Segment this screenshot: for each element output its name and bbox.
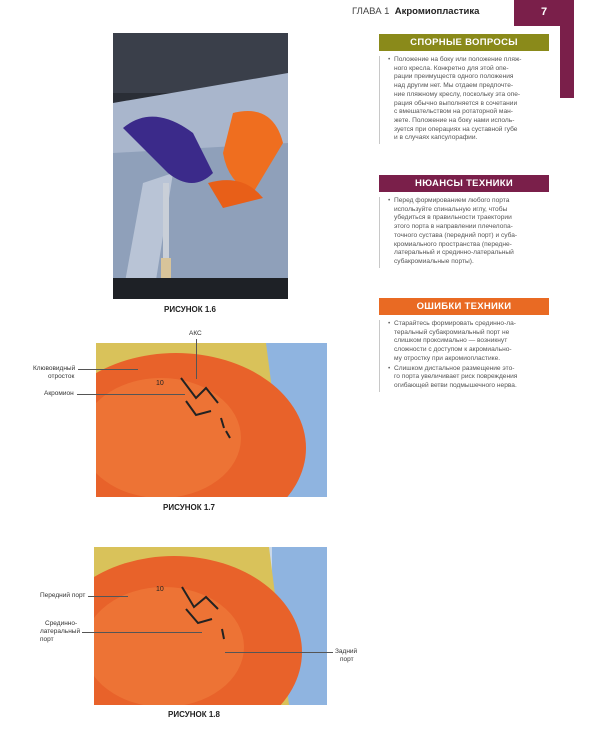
figure-1-8-caption: РИСУНОК 1.8 bbox=[168, 710, 220, 719]
text-line: ние пляжному креслу, поскольку эта опе- bbox=[394, 90, 521, 98]
leader-aks bbox=[196, 339, 197, 379]
label-posterior-line2: порт bbox=[340, 656, 354, 663]
figure-1-7-caption: РИСУНОК 1.7 bbox=[163, 503, 215, 512]
text-line: сложности с доступом к акромиально- bbox=[394, 346, 512, 354]
page-edge-strip bbox=[560, 26, 574, 98]
svg-text:10: 10 bbox=[156, 586, 164, 593]
svg-text:10: 10 bbox=[156, 380, 164, 387]
figure-1-7-photo bbox=[96, 343, 327, 497]
text-line: Старайтесь формировать срединно-ла- bbox=[394, 320, 516, 327]
label-midlateral-line2: латеральный bbox=[40, 628, 81, 635]
label-aks: АКС bbox=[189, 330, 202, 337]
leader-midlateral-port bbox=[82, 632, 202, 633]
text-line: убедиться в правильности траектории bbox=[394, 214, 512, 222]
text-line: латеральный и срединно-латеральный bbox=[394, 249, 514, 257]
figure-1-6-photo bbox=[113, 33, 288, 299]
leader-anterior-port bbox=[88, 596, 128, 597]
running-header bbox=[352, 6, 479, 17]
text-line: го порта увеличивает риск повреждения bbox=[394, 373, 518, 381]
text-line: над другим нет. Мы отдаем предпочте- bbox=[394, 82, 514, 90]
text-line: Положение на боку или положение пляж- bbox=[394, 56, 522, 63]
text-line: теральный субакромиальный порт не bbox=[394, 328, 510, 336]
figure-1-8-photo bbox=[94, 547, 327, 705]
leader-posterior-port bbox=[225, 652, 333, 653]
label-coracoid-line2: отросток bbox=[48, 373, 75, 380]
text-line: этого порта в направлении плечелопа- bbox=[394, 223, 513, 231]
text-line: жете. Положение на боку нами исполь- bbox=[394, 116, 515, 124]
label-midlateral-line3: порт bbox=[40, 636, 54, 643]
text-line: субакромиальные порты). bbox=[394, 257, 474, 265]
controversies-item bbox=[388, 56, 549, 143]
text-line: точного сустава (передний порт) и суба- bbox=[394, 231, 518, 239]
text-line: му отростку при акромиопластике. bbox=[394, 354, 501, 362]
text-line: Слишком дистальное размещение это- bbox=[394, 364, 515, 372]
label-midlateral-line1: Срединно- bbox=[45, 620, 78, 627]
technique-errors-item-2 bbox=[388, 365, 549, 391]
controversies-box bbox=[379, 56, 549, 144]
text-line: ного кресла. Конкретно для этой опе- bbox=[394, 64, 509, 72]
text-line: огибающей ветви подмышечного нерва. bbox=[394, 381, 517, 389]
label-posterior-line1: Задний bbox=[335, 648, 358, 655]
label-anterior-port: Передний порт bbox=[40, 592, 86, 599]
text-line: с вмешательством на ротаторной ман- bbox=[394, 108, 513, 116]
text-line: зуется при операциях на суставной губе bbox=[394, 125, 518, 133]
label-acromion: Акромион bbox=[44, 390, 74, 397]
technique-nuances-box bbox=[379, 197, 549, 268]
text-line: и в случаях капсулорафии. bbox=[394, 134, 478, 142]
technique-nuances-item bbox=[388, 197, 549, 267]
technique-errors-box bbox=[379, 320, 549, 392]
technique-nuances-heading: НЮАНСЫ ТЕХНИКИ bbox=[379, 175, 549, 192]
leader-coracoid bbox=[78, 369, 138, 370]
technique-errors-heading: ОШИБКИ ТЕХНИКИ bbox=[379, 298, 549, 315]
chapter-label: ГЛАВА 1 bbox=[352, 6, 390, 17]
figure-1-6-caption: РИСУНОК 1.6 bbox=[164, 305, 216, 314]
label-coracoid-line1: Клювовидный bbox=[33, 365, 76, 372]
page-number: 7 bbox=[514, 0, 574, 26]
controversies-heading: СПОРНЫЕ ВОПРОСЫ bbox=[379, 34, 549, 51]
text-line: Перед формированием любого порта bbox=[394, 197, 510, 204]
text-line: слишком проксимально — возникнут bbox=[394, 337, 508, 345]
text-line: рации преимуществ одного положения bbox=[394, 73, 514, 81]
technique-errors-item-1 bbox=[388, 320, 549, 364]
chapter-title: Акромиопластика bbox=[394, 6, 480, 17]
leader-acromion bbox=[77, 394, 185, 395]
text-line: используйте спинальную иглу, чтобы bbox=[394, 205, 508, 213]
text-line: кромиального пространства (передне- bbox=[394, 240, 512, 248]
text-line: рация обычно выполняется в сочетании bbox=[394, 99, 518, 107]
